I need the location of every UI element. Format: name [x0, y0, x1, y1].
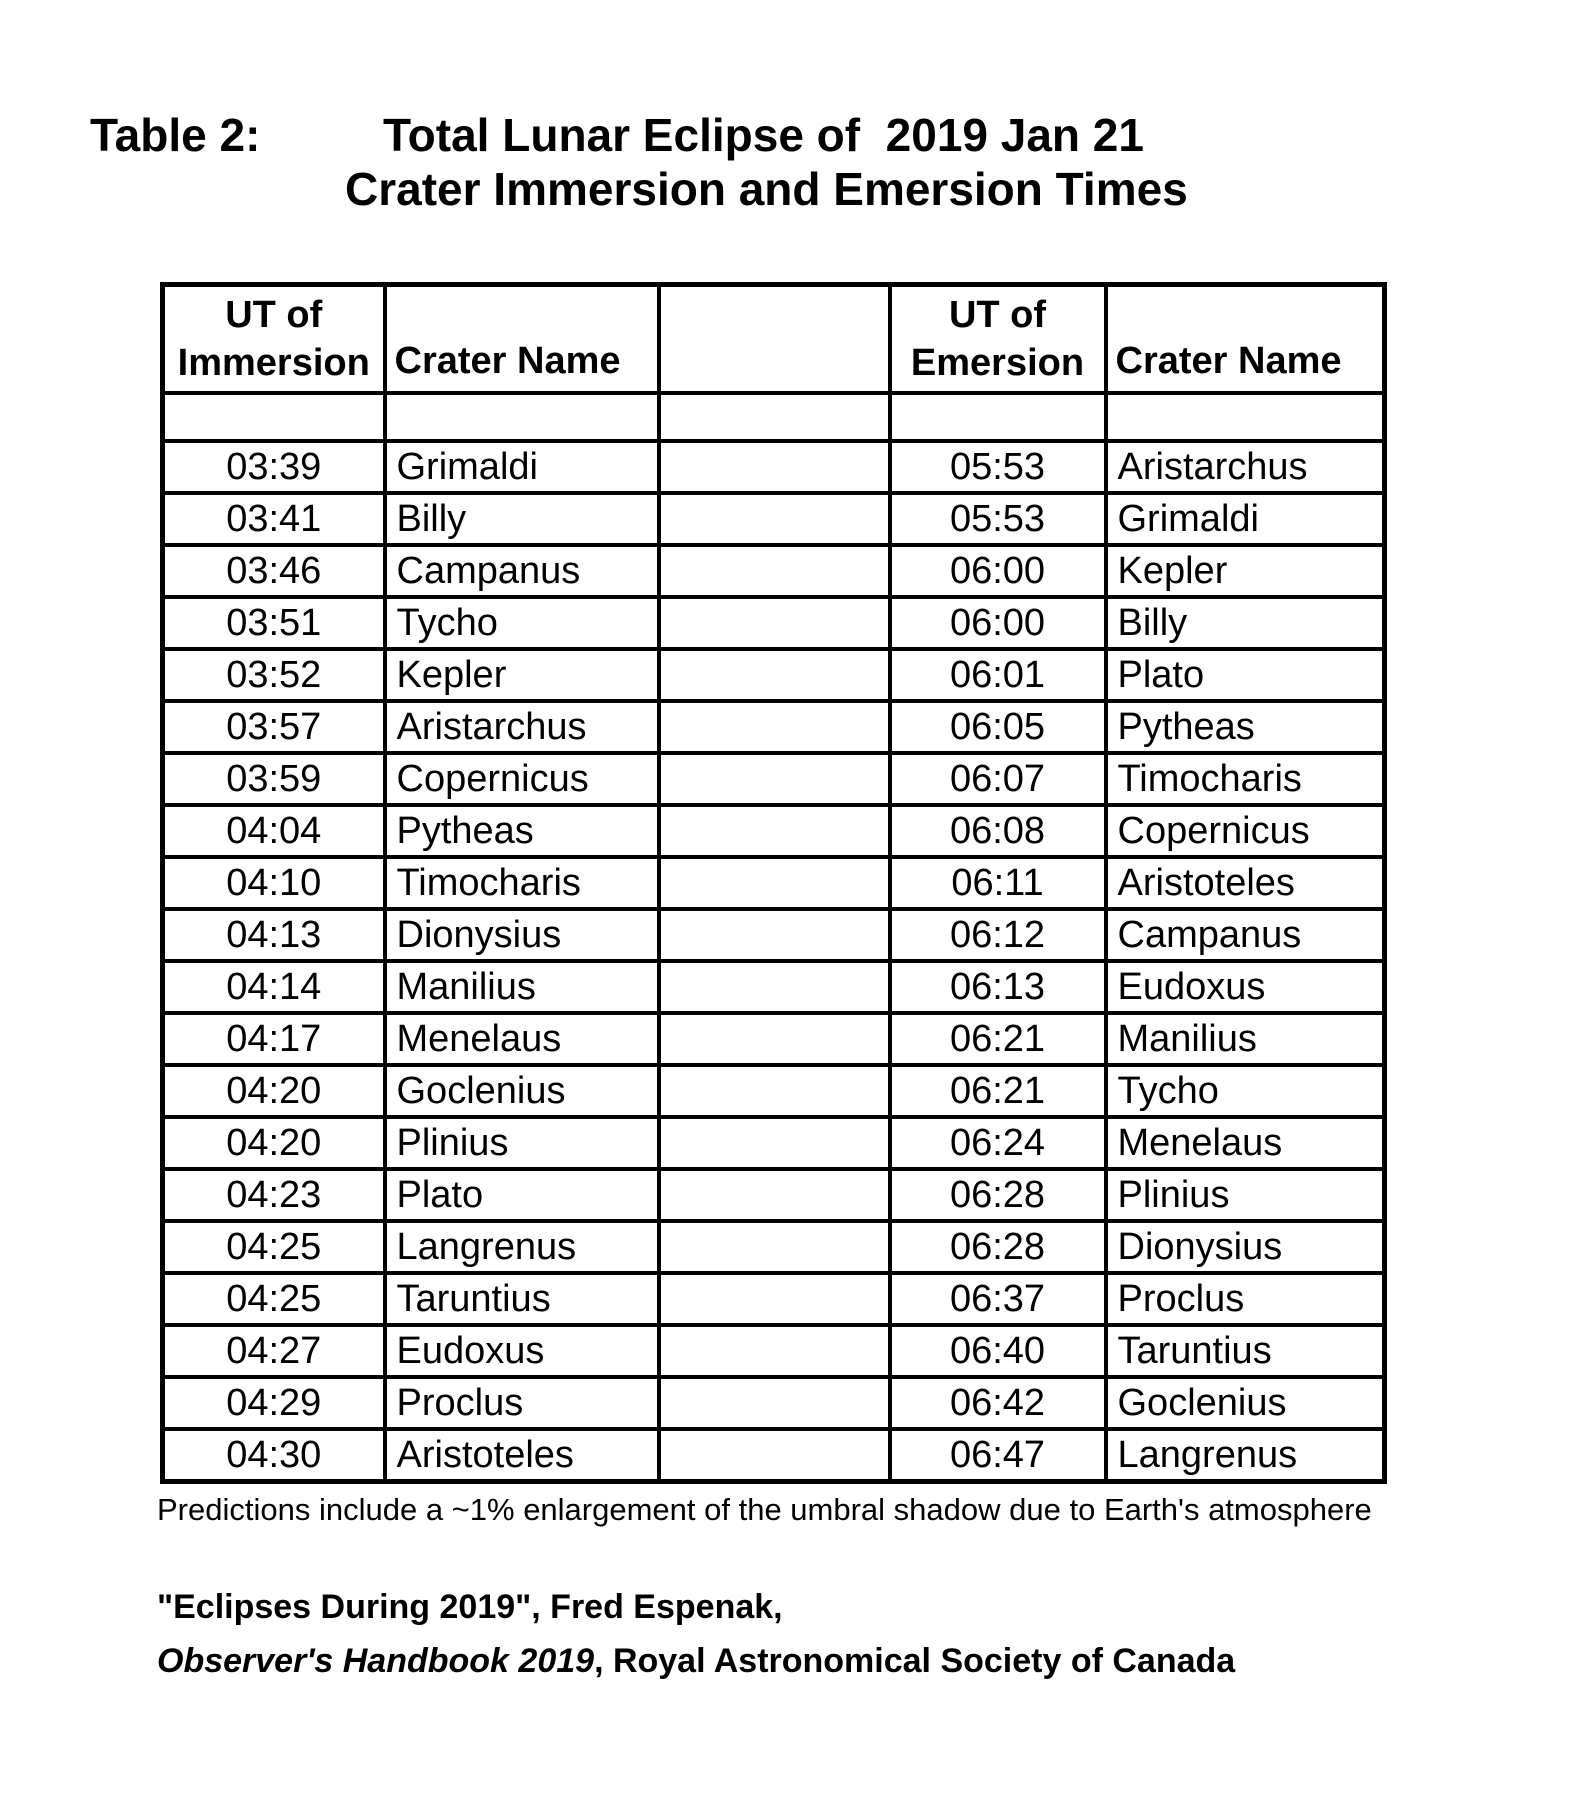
immersion-time-cell: 03:41	[163, 493, 385, 545]
emersion-time-cell: 05:53	[890, 441, 1106, 493]
immersion-time-cell: 04:29	[163, 1377, 385, 1429]
spacer-cell	[659, 805, 890, 857]
emersion-time-cell: 06:13	[890, 961, 1106, 1013]
table-body	[163, 441, 1385, 1482]
spacer-cell	[659, 649, 890, 701]
immersion-crater-cell: Aristarchus	[385, 701, 659, 753]
immersion-crater-cell: Langrenus	[385, 1221, 659, 1273]
emersion-time-cell: 06:28	[890, 1169, 1106, 1221]
emersion-crater-cell: Kepler	[1106, 545, 1385, 597]
immersion-time-cell: 03:51	[163, 597, 385, 649]
header-ut-of-immersion	[163, 285, 385, 394]
immersion-crater-cell: Timocharis	[385, 857, 659, 909]
immersion-crater-cell: Aristoteles	[385, 1429, 659, 1482]
immersion-time-cell: 03:39	[163, 441, 385, 493]
spacer-cell	[659, 1221, 890, 1273]
immersion-crater-cell: Dionysius	[385, 909, 659, 961]
immersion-time-cell: 04:14	[163, 961, 385, 1013]
table-row	[163, 441, 1385, 493]
header-spacer-cell	[659, 285, 890, 394]
header-ut-of-immersion-line2: Immersion	[177, 342, 370, 384]
immersion-crater-cell: Menelaus	[385, 1013, 659, 1065]
emersion-crater-cell: Pytheas	[1106, 701, 1385, 753]
emersion-time-cell: 06:28	[890, 1221, 1106, 1273]
immersion-crater-cell: Kepler	[385, 649, 659, 701]
spacer-cell	[659, 1377, 890, 1429]
emersion-crater-cell: Campanus	[1106, 909, 1385, 961]
emersion-crater-cell: Menelaus	[1106, 1117, 1385, 1169]
table-row	[163, 961, 1385, 1013]
spacer-cell	[659, 1429, 890, 1482]
table-row	[163, 1013, 1385, 1065]
immersion-crater-cell: Campanus	[385, 545, 659, 597]
table-row	[163, 1325, 1385, 1377]
immersion-crater-cell: Grimaldi	[385, 441, 659, 493]
emersion-crater-cell: Manilius	[1106, 1013, 1385, 1065]
spacer-cell	[659, 493, 890, 545]
spacer-cell	[1106, 393, 1385, 441]
immersion-crater-cell: Plato	[385, 1169, 659, 1221]
spacer-cell	[890, 393, 1106, 441]
immersion-time-cell: 04:27	[163, 1325, 385, 1377]
immersion-time-cell: 03:52	[163, 649, 385, 701]
table-row	[163, 1169, 1385, 1221]
spacer-cell	[659, 393, 890, 441]
emersion-crater-cell: Billy	[1106, 597, 1385, 649]
emersion-time-cell: 06:42	[890, 1377, 1106, 1429]
spacer-cell	[659, 1065, 890, 1117]
immersion-crater-cell: Proclus	[385, 1377, 659, 1429]
emersion-time-cell: 06:00	[890, 545, 1106, 597]
spacer-cell	[659, 857, 890, 909]
immersion-time-cell: 03:46	[163, 545, 385, 597]
emersion-time-cell: 06:12	[890, 909, 1106, 961]
spacer-cell	[659, 753, 890, 805]
table-row	[163, 1429, 1385, 1482]
emersion-crater-cell: Grimaldi	[1106, 493, 1385, 545]
emersion-crater-cell: Plinius	[1106, 1169, 1385, 1221]
spacer-cell	[659, 441, 890, 493]
table-row	[163, 1065, 1385, 1117]
immersion-time-cell: 04:10	[163, 857, 385, 909]
header-ut-of-emersion	[890, 285, 1106, 394]
immersion-time-cell: 04:25	[163, 1273, 385, 1325]
emersion-crater-cell: Tycho	[1106, 1065, 1385, 1117]
emersion-time-cell: 06:47	[890, 1429, 1106, 1482]
spacer-cell	[659, 1013, 890, 1065]
spacer-cell	[659, 1117, 890, 1169]
emersion-time-cell: 06:01	[890, 649, 1106, 701]
emersion-crater-cell: Proclus	[1106, 1273, 1385, 1325]
spacer-cell	[385, 393, 659, 441]
table-row	[163, 857, 1385, 909]
immersion-crater-cell: Taruntius	[385, 1273, 659, 1325]
emersion-time-cell: 06:21	[890, 1013, 1106, 1065]
emersion-crater-cell: Plato	[1106, 649, 1385, 701]
table-row	[163, 493, 1385, 545]
spacer-cell	[659, 701, 890, 753]
immersion-time-cell: 04:20	[163, 1117, 385, 1169]
spacer-cell	[659, 1273, 890, 1325]
emersion-crater-cell: Copernicus	[1106, 805, 1385, 857]
emersion-time-cell: 06:40	[890, 1325, 1106, 1377]
emersion-crater-cell: Eudoxus	[1106, 961, 1385, 1013]
emersion-crater-cell: Taruntius	[1106, 1325, 1385, 1377]
emersion-crater-cell: Goclenius	[1106, 1377, 1385, 1429]
credit-society: , Royal Astronomical Society of Canada	[594, 1642, 1236, 1680]
table-row	[163, 545, 1385, 597]
table-number-label: Table 2:	[90, 109, 261, 161]
emersion-time-cell: 06:05	[890, 701, 1106, 753]
immersion-crater-cell: Eudoxus	[385, 1325, 659, 1377]
credit-handbook-title: Observer's Handbook 2019	[157, 1642, 595, 1680]
credit-line1: "Eclipses During 2019", Fred Espenak,	[157, 1588, 783, 1626]
spacer-cell	[163, 393, 385, 441]
emersion-time-cell: 06:21	[890, 1065, 1106, 1117]
crater-times-table	[160, 282, 1387, 1484]
immersion-crater-cell: Plinius	[385, 1117, 659, 1169]
table-row	[163, 597, 1385, 649]
spacer-cell	[659, 1325, 890, 1377]
immersion-time-cell: 04:04	[163, 805, 385, 857]
table-row	[163, 753, 1385, 805]
emersion-time-cell: 05:53	[890, 493, 1106, 545]
table-row	[163, 805, 1385, 857]
immersion-time-cell: 03:59	[163, 753, 385, 805]
emersion-time-cell: 06:08	[890, 805, 1106, 857]
emersion-time-cell: 06:00	[890, 597, 1106, 649]
emersion-time-cell: 06:11	[890, 857, 1106, 909]
emersion-crater-cell: Timocharis	[1106, 753, 1385, 805]
immersion-crater-cell: Pytheas	[385, 805, 659, 857]
header-ut-of-immersion-line1: UT of	[225, 294, 323, 336]
spacer-cell	[659, 545, 890, 597]
immersion-crater-cell: Billy	[385, 493, 659, 545]
immersion-time-cell: 03:57	[163, 701, 385, 753]
header-crater-name-emersion: Crater Name	[1106, 285, 1385, 394]
spacer-row	[163, 393, 1385, 441]
emersion-time-cell: 06:07	[890, 753, 1106, 805]
spacer-cell	[659, 961, 890, 1013]
credit-line2	[157, 1642, 1235, 1681]
table-row	[163, 1117, 1385, 1169]
table-row	[163, 701, 1385, 753]
table-row	[163, 1221, 1385, 1273]
header-ut-of-emersion-line2: Emersion	[910, 342, 1085, 384]
immersion-crater-cell: Manilius	[385, 961, 659, 1013]
table-row	[163, 1273, 1385, 1325]
immersion-crater-cell: Goclenius	[385, 1065, 659, 1117]
page-title-line1: Total Lunar Eclipse of 2019 Jan 21	[383, 109, 1144, 161]
immersion-crater-cell: Copernicus	[385, 753, 659, 805]
immersion-time-cell: 04:30	[163, 1429, 385, 1482]
header-crater-name-immersion: Crater Name	[385, 285, 659, 394]
page-title-line2: Crater Immersion and Emersion Times	[345, 163, 1188, 215]
emersion-crater-cell: Aristarchus	[1106, 441, 1385, 493]
header-row	[163, 285, 1385, 394]
emersion-crater-cell: Langrenus	[1106, 1429, 1385, 1482]
prediction-footnote: Predictions include a ~1% enlargement of the umbral shadow due to Earth's atmosphere	[157, 1492, 1372, 1527]
emersion-crater-cell: Dionysius	[1106, 1221, 1385, 1273]
spacer-cell	[659, 597, 890, 649]
emersion-time-cell: 06:24	[890, 1117, 1106, 1169]
immersion-time-cell: 04:25	[163, 1221, 385, 1273]
immersion-time-cell: 04:23	[163, 1169, 385, 1221]
immersion-time-cell: 04:17	[163, 1013, 385, 1065]
emersion-time-cell: 06:37	[890, 1273, 1106, 1325]
immersion-crater-cell: Tycho	[385, 597, 659, 649]
table-row	[163, 649, 1385, 701]
immersion-time-cell: 04:13	[163, 909, 385, 961]
spacer-cell	[659, 1169, 890, 1221]
header-ut-of-emersion-line1: UT of	[948, 294, 1047, 336]
spacer-cell	[659, 909, 890, 961]
immersion-time-cell: 04:20	[163, 1065, 385, 1117]
table-row	[163, 1377, 1385, 1429]
emersion-crater-cell: Aristoteles	[1106, 857, 1385, 909]
table-row	[163, 909, 1385, 961]
